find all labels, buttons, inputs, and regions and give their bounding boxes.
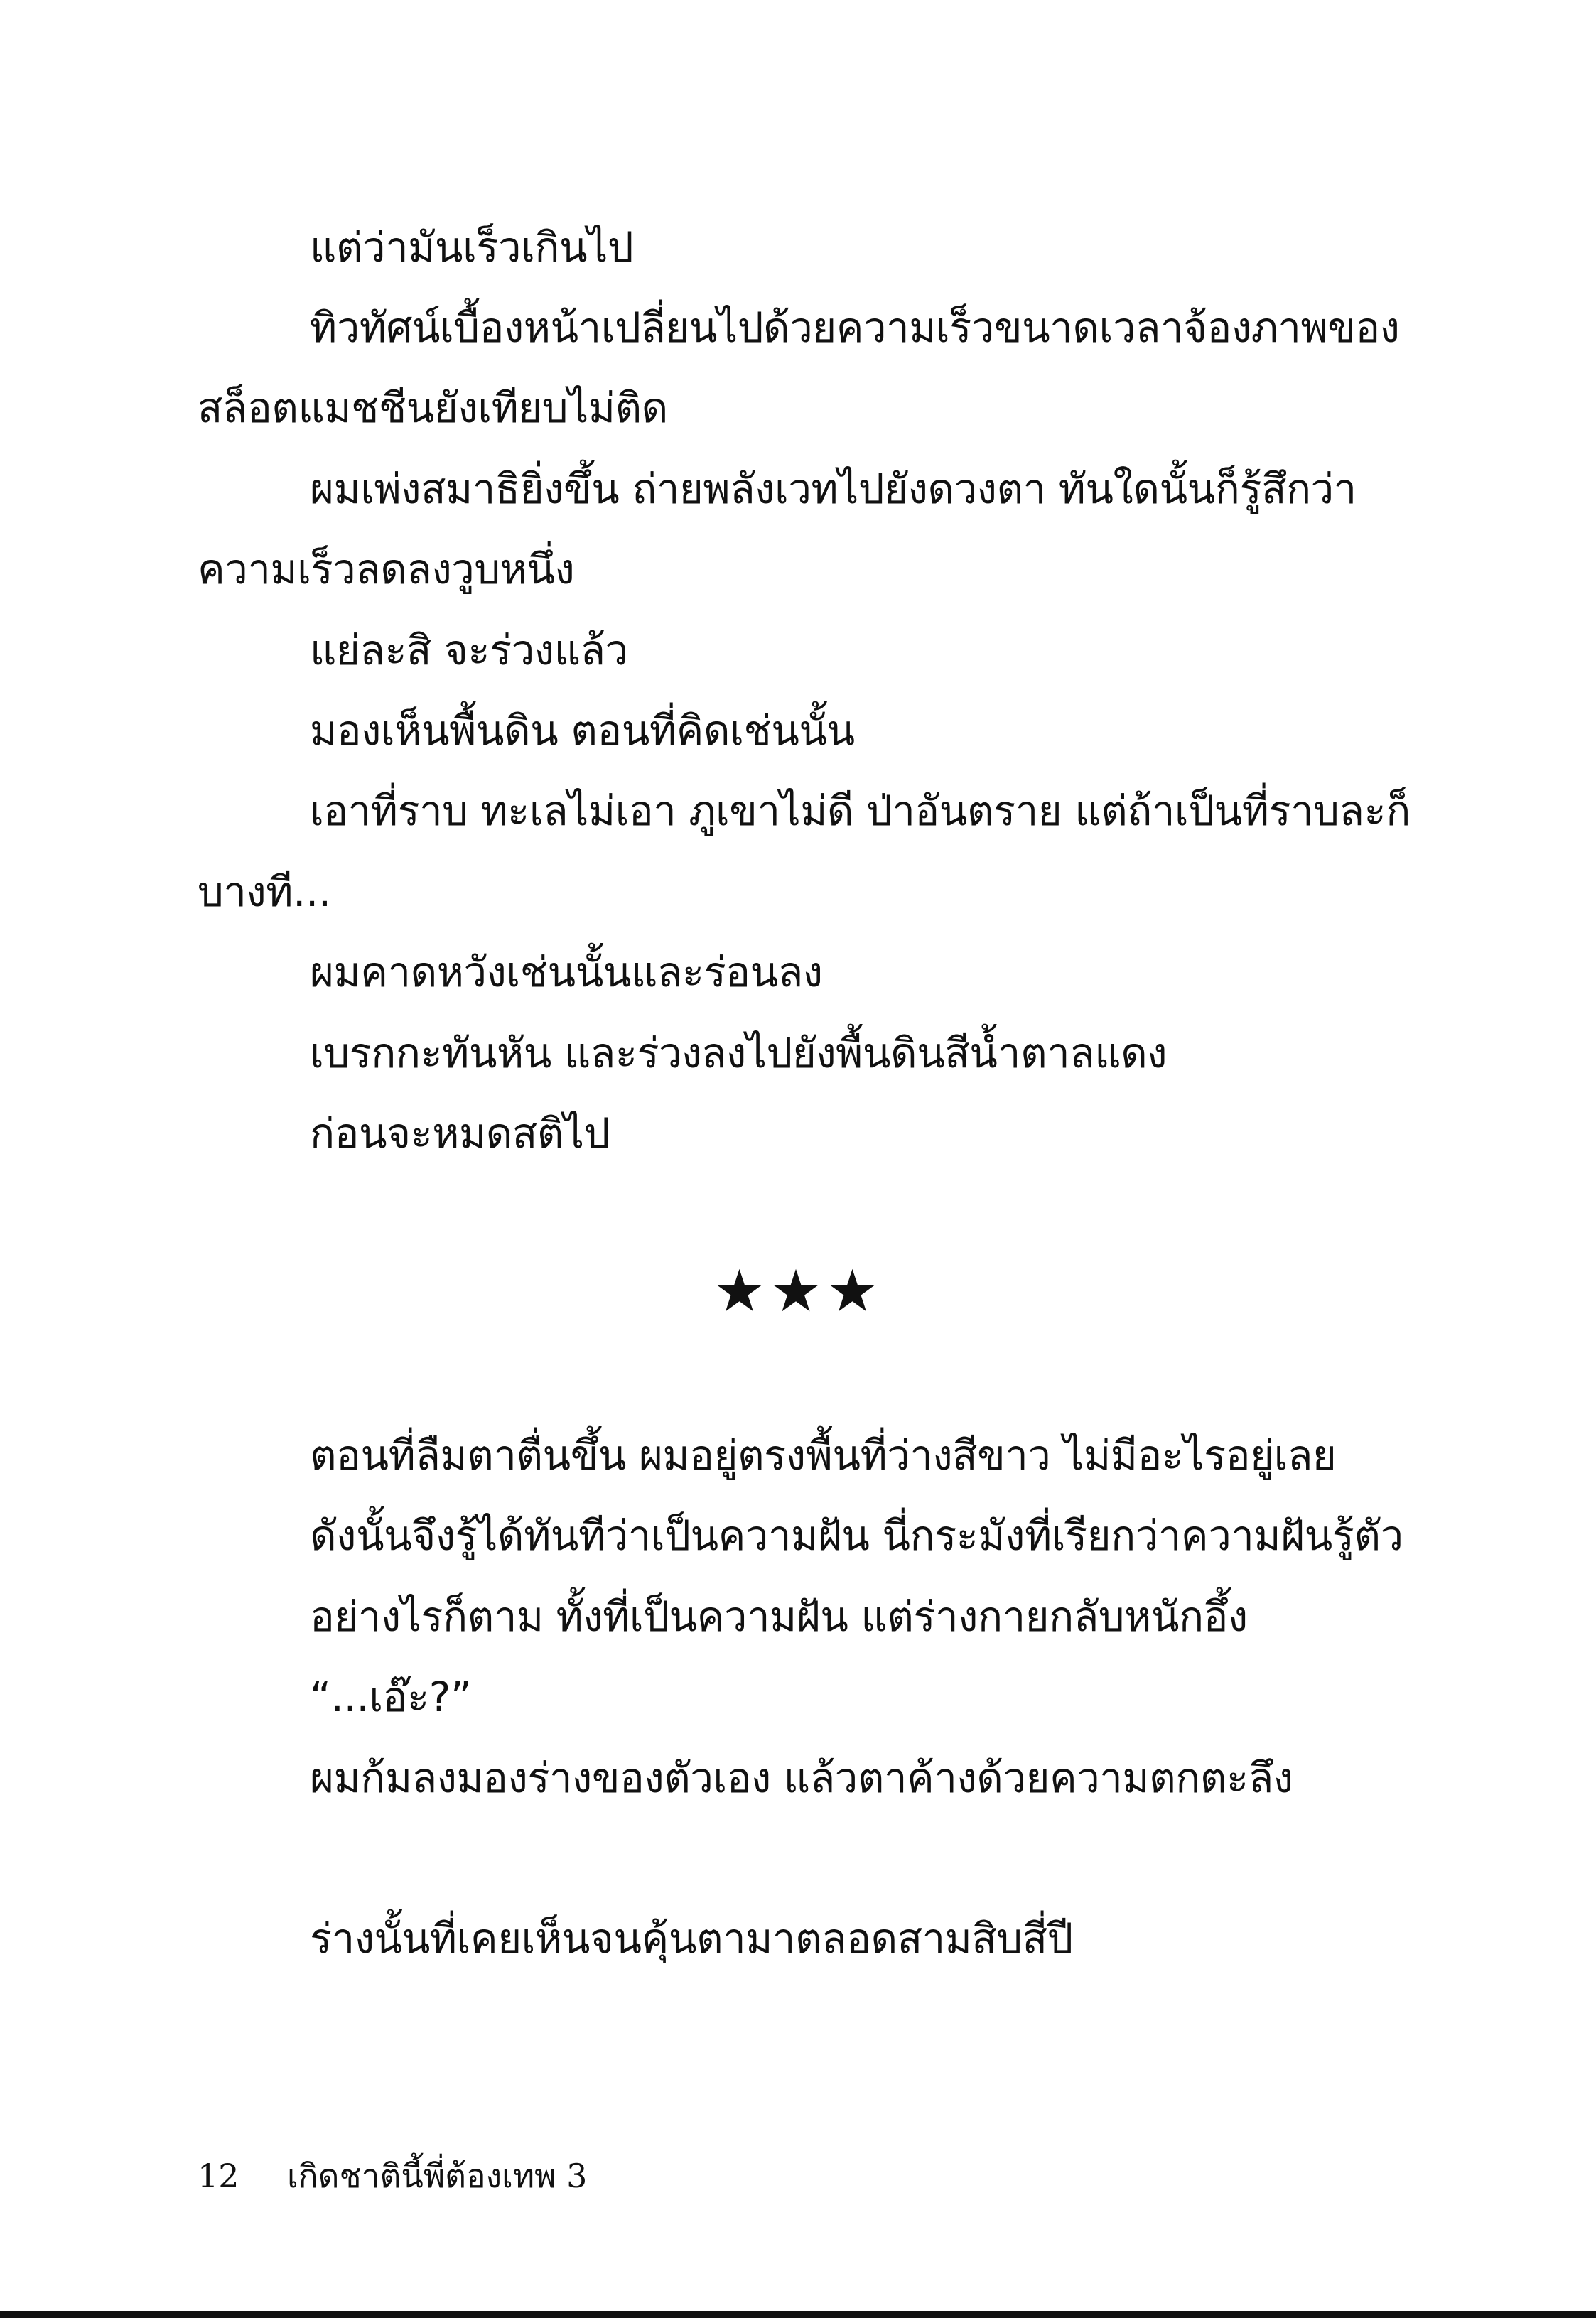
paragraph-line: มองเห็นพื้นดิน ตอนที่คิดเช่นนั้น — [310, 706, 855, 755]
paragraph-line: เบรกกะทันหัน และร่วงลงไปยังพื้นดินสีน้ำตาลแดง — [310, 1029, 1168, 1077]
paragraph-line: ตอนที่ลืมตาตื่นขึ้น ผมอยู่ตรงพื้นที่ว่างสีขาว ไม่มีอะไรอยู่เลย — [310, 1431, 1337, 1479]
paragraph-line: บางที... — [198, 868, 331, 916]
page-number: 12 — [198, 2157, 239, 2195]
paragraph-line: ผมคาดหวังเช่นนั้นและร่อนลง — [310, 948, 823, 996]
paragraph-line: ร่างนั้นที่เคยเห็นจนคุ้นตามาตลอดสามสิบสี่ปี — [310, 1914, 1073, 1963]
paragraph-line: ดังนั้นจึงรู้ได้ทันทีว่าเป็นความฝัน นี่กระมังที่เรียกว่าความฝันรู้ตัว — [310, 1511, 1403, 1560]
paragraph-line: “...เอ๊ะ?” — [310, 1673, 472, 1721]
paragraph-line: ก่อนจะหมดสติไป — [310, 1109, 610, 1158]
paragraph-line: เอาที่ราบ ทะเลไม่เอา ภูเขาไม่ดี ป่าอันตราย แต่ถ้าเป็นที่ราบละก็ — [310, 787, 1411, 835]
paragraph-line: แย่ละสิ จะร่วงแล้ว — [310, 626, 628, 674]
scene-break-stars: ★★★ — [713, 1258, 883, 1325]
running-title: เกิดชาตินี้พี่ต้องเทพ 3 — [287, 2157, 588, 2195]
paragraph-line: อย่างไรก็ตาม ทั้งที่เป็นความฝัน แต่ร่างกายกลับหนักอึ้ง — [310, 1592, 1248, 1641]
paragraph-line: ผมก้มลงมองร่างของตัวเอง แล้วตาค้างด้วยความตกตะลึง — [310, 1754, 1293, 1802]
paragraph-line: แต่ว่ามันเร็วเกินไป — [310, 223, 634, 271]
paragraph-line: ผมเพ่งสมาธิยิ่งขึ้น ถ่ายพลังเวทไปยังดวงตา ทันใดนั้นก็รู้สึกว่า — [310, 465, 1357, 513]
paragraph-line: สล็อตแมชชีนยังเทียบไม่ติด — [198, 384, 668, 432]
paragraph-line: ความเร็วลดลงวูบหนึ่ง — [198, 545, 575, 593]
bottom-edge-rule — [0, 2311, 1596, 2318]
paragraph-line: ทิวทัศน์เบื้องหน้าเปลี่ยนไปด้วยความเร็วขนาดเวลาจ้องภาพของ — [310, 303, 1400, 352]
